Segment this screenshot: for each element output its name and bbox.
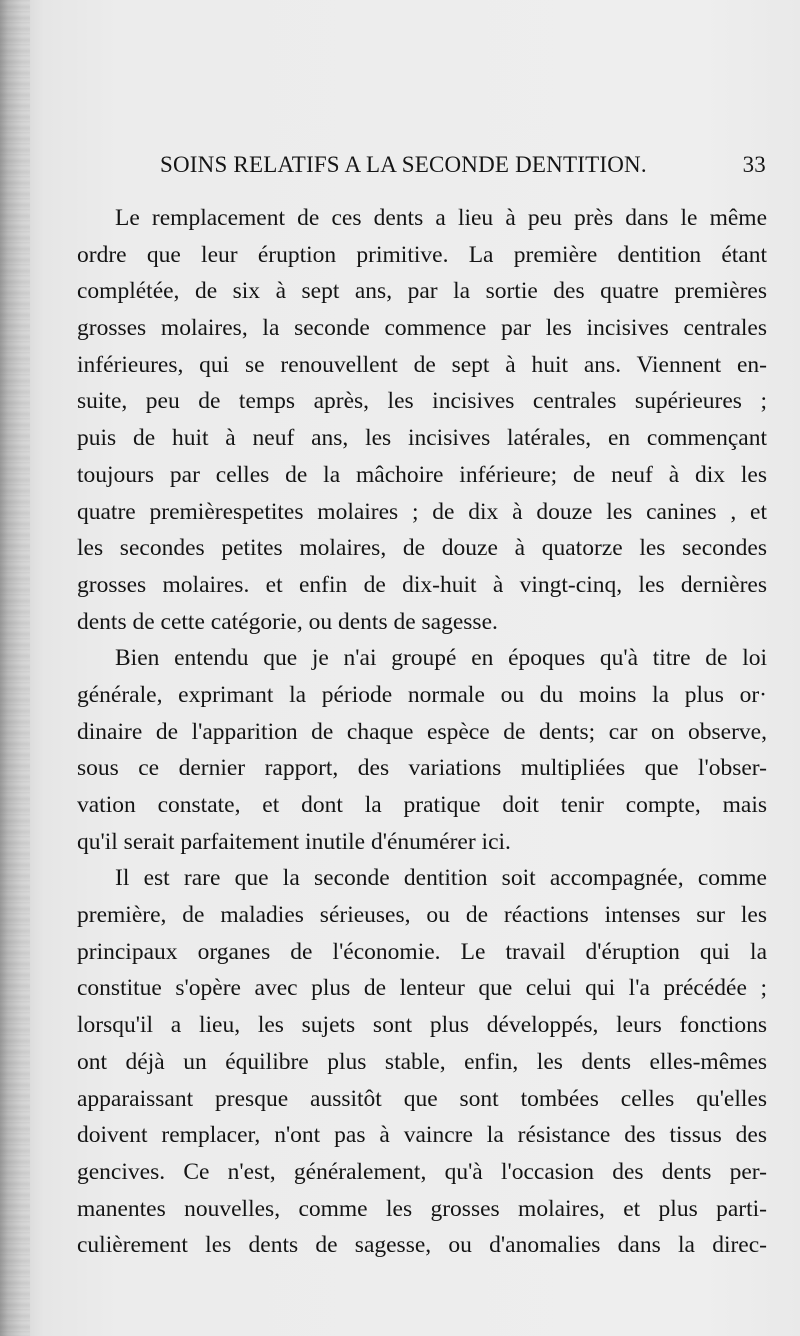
text-line: qu'il serait parfaitement inutile d'énumérer ici. xyxy=(77,828,511,855)
text-line: apparaissant presque aussitôt que sont tombées celles qu'elles xyxy=(77,1085,767,1112)
text-line: gencives. Ce n'est, généralement, qu'à l'occasion des dents per- xyxy=(77,1158,767,1185)
text-line: ordre que leur éruption primitive. La première dentition étant xyxy=(77,241,767,268)
text-line: Le remplacement de ces dents a lieu à peu près dans le même xyxy=(115,205,767,231)
text-line: inférieures, qui se renouvellent de sept à huit ans. Viennent en- xyxy=(77,351,767,378)
paragraph-2 xyxy=(77,640,767,860)
text-line: vation constate, et dont la pratique doit tenir compte, mais xyxy=(77,792,767,818)
paragraph-3 xyxy=(77,860,767,1264)
text-line: grosses molaires. et enfin de dix-huit à vingt-cinq, les dernières xyxy=(77,571,767,598)
text-line: constitue s'opère avec plus de lenteur que celui qui l'a précédée ; xyxy=(77,975,767,1002)
text-line: principaux organes de l'économie. Le travail d'éruption qui la xyxy=(77,938,767,965)
text-line: ont déjà un équilibre plus stable, enfin, les dents elles-mêmes xyxy=(77,1048,767,1075)
page-number: 33 xyxy=(742,152,766,177)
text-line: lorsqu'il a lieu, les sujets sont plus développés, leurs fonctions xyxy=(77,1012,767,1039)
text-line: grosses molaires, la seconde commence par les incisives centrales xyxy=(77,315,767,342)
body-text xyxy=(77,200,767,1264)
text-line: dents de cette catégorie, ou dents de sagesse. xyxy=(77,608,498,635)
text-line: culièrement les dents de sagesse, ou d'anomalies dans la direc- xyxy=(77,1232,767,1259)
text-line: générale, exprimant la période normale ou du moins la plus or· xyxy=(77,681,767,708)
text-line: les secondes petites molaires, de douze à quatorze les secondes xyxy=(77,535,767,562)
text-line: Bien entendu que je n'ai groupé en époques qu'à titre de loi xyxy=(115,645,767,672)
text-line: doivent remplacer, n'ont pas à vaincre la résistance des tissus des xyxy=(77,1122,767,1149)
text-line: suite, peu de temps après, les incisives centrales supérieures ; xyxy=(77,388,767,415)
text-line: complétée, de six à sept ans, par la sortie des quatre premières xyxy=(77,278,767,305)
text-line: première, de maladies sérieuses, ou de réactions intenses sur les xyxy=(77,902,767,929)
text-line: puis de huit à neuf ans, les incisives latérales, en commençant xyxy=(77,425,767,452)
page-binding-edge xyxy=(0,0,30,1336)
text-line: quatre premièrespetites molaires ; de dix à douze les canines , et xyxy=(77,498,767,525)
text-line: dinaire de l'apparition de chaque espèce de dents; car on observe, xyxy=(77,718,767,745)
text-line: Il est rare que la seconde dentition soit accompagnée, comme xyxy=(115,865,767,892)
running-head xyxy=(160,152,770,184)
text-line: toujours par celles de la mâchoire inférieure; de neuf à dix les xyxy=(77,461,767,488)
running-head-title: SOINS RELATIFS A LA SECONDE DENTITION. xyxy=(160,152,647,177)
text-line: manentes nouvelles, comme les grosses molaires, et plus parti- xyxy=(77,1195,767,1222)
text-line: sous ce dernier rapport, des variations multipliées que l'obser- xyxy=(77,755,767,782)
paragraph-1 xyxy=(77,200,767,640)
